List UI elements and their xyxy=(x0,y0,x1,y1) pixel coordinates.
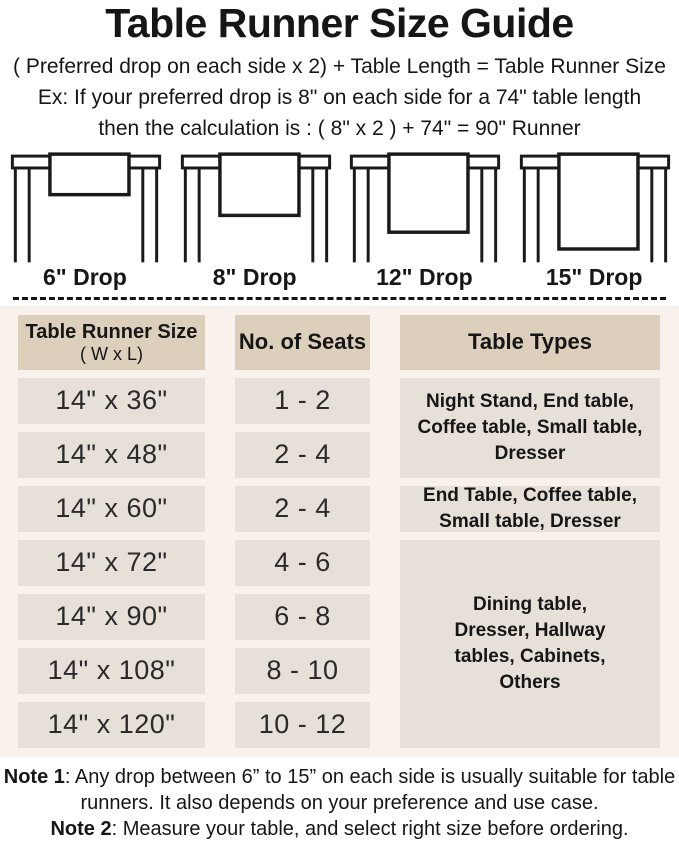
runner-size-cell-text: 14" x 48" xyxy=(55,439,168,470)
runner-size-cell xyxy=(18,594,205,640)
note-1-text: : Any drop between 6” to 15” on each side is usually suitable for table runners. It also depends on your preference and use case. xyxy=(64,765,676,814)
table-types-cell xyxy=(400,378,660,478)
note-2-label: Note 2 xyxy=(50,817,112,840)
table-drop-diagram xyxy=(340,151,510,263)
drop-label: 12" Drop xyxy=(376,263,473,290)
seats-cell xyxy=(235,540,370,586)
formula-text: ( Preferred drop on each side x 2) + Table Length = Table Runner Size xyxy=(13,54,666,78)
seats-cell xyxy=(235,648,370,694)
table-runner-illustration xyxy=(510,151,678,263)
runner-size-cell xyxy=(18,378,205,424)
note-2-text: : Measure your table, and select right size before ordering. xyxy=(111,817,629,840)
table-types-cell-text: End Table, Coffee table, Small table, Dresser xyxy=(423,484,637,532)
table-runner-illustration xyxy=(1,151,169,263)
runner-size-cell-text: 14" x 60" xyxy=(55,493,168,524)
runner-size-cell-text: 14" x 72" xyxy=(55,547,168,578)
table-drop-diagram xyxy=(170,151,340,263)
runner-size-cell xyxy=(18,540,205,586)
note-1-label: Note 1 xyxy=(3,765,65,788)
seats-cell-text: 4 - 6 xyxy=(274,547,331,578)
table-drop-diagram xyxy=(509,151,679,263)
header-size-line1: Table Runner Size xyxy=(25,320,198,343)
seats-cell-text: 2 - 4 xyxy=(274,493,331,524)
runner-size-cell-text: 14" x 108" xyxy=(47,655,176,686)
example-line-1: Ex: If your preferred drop is 8" on each side for a 74" table length xyxy=(37,85,642,109)
drop-labels-row xyxy=(0,263,679,297)
runner-size-cell xyxy=(18,486,205,532)
note-1 xyxy=(2,764,677,816)
header-types-column: Table Types xyxy=(400,315,660,370)
page-title: Table Runner Size Guide xyxy=(105,0,574,46)
seats-cell-text: 8 - 10 xyxy=(266,655,339,686)
header-size-column xyxy=(18,315,205,370)
seats-cell-text: 1 - 2 xyxy=(274,385,331,416)
runner-size-cell xyxy=(18,648,205,694)
seats-cell-text: 2 - 4 xyxy=(274,439,331,470)
dashed-divider xyxy=(13,297,666,300)
seats-cell-text: 10 - 12 xyxy=(258,709,347,740)
runner-size-cell-text: 14" x 90" xyxy=(55,601,168,632)
seats-cell xyxy=(235,432,370,478)
runner-size-cell xyxy=(18,702,205,748)
runner-size-cell-text: 14" x 36" xyxy=(55,385,168,416)
drop-label: 8" Drop xyxy=(212,263,297,290)
table-types-cell xyxy=(400,486,660,532)
table-runner-illustration xyxy=(171,151,339,263)
size-table-section xyxy=(0,306,679,757)
drop-diagrams xyxy=(0,151,679,263)
header-size-line2: ( W x L) xyxy=(80,343,143,364)
seats-cell xyxy=(235,702,370,748)
table-types-cell xyxy=(400,540,660,748)
table-types-cell-text: Night Stand, End table, Coffee table, Small table, Dresser xyxy=(417,390,643,464)
note-2 xyxy=(2,816,677,842)
runner-size-cell-text: 14" x 120" xyxy=(47,709,176,740)
seats-cell xyxy=(235,378,370,424)
table-types-cell-text: Dining table, Dresser, Hallway tables, Cabinets, Others xyxy=(454,593,606,693)
seats-cell xyxy=(235,594,370,640)
runner-size-cell xyxy=(18,432,205,478)
seats-cell-text: 6 - 8 xyxy=(274,601,331,632)
header-seats-column: No. of Seats xyxy=(235,315,370,370)
table-runner-illustration xyxy=(340,151,508,263)
example-line-2: then the calculation is : ( 8" x 2 ) + 74" = 90" Runner xyxy=(98,116,581,140)
seats-cell xyxy=(235,486,370,532)
table-drop-diagram xyxy=(0,151,170,263)
size-table xyxy=(0,315,679,748)
notes-section xyxy=(0,764,679,842)
drop-label: 6" Drop xyxy=(43,263,127,290)
drop-label: 15" Drop xyxy=(545,263,643,290)
